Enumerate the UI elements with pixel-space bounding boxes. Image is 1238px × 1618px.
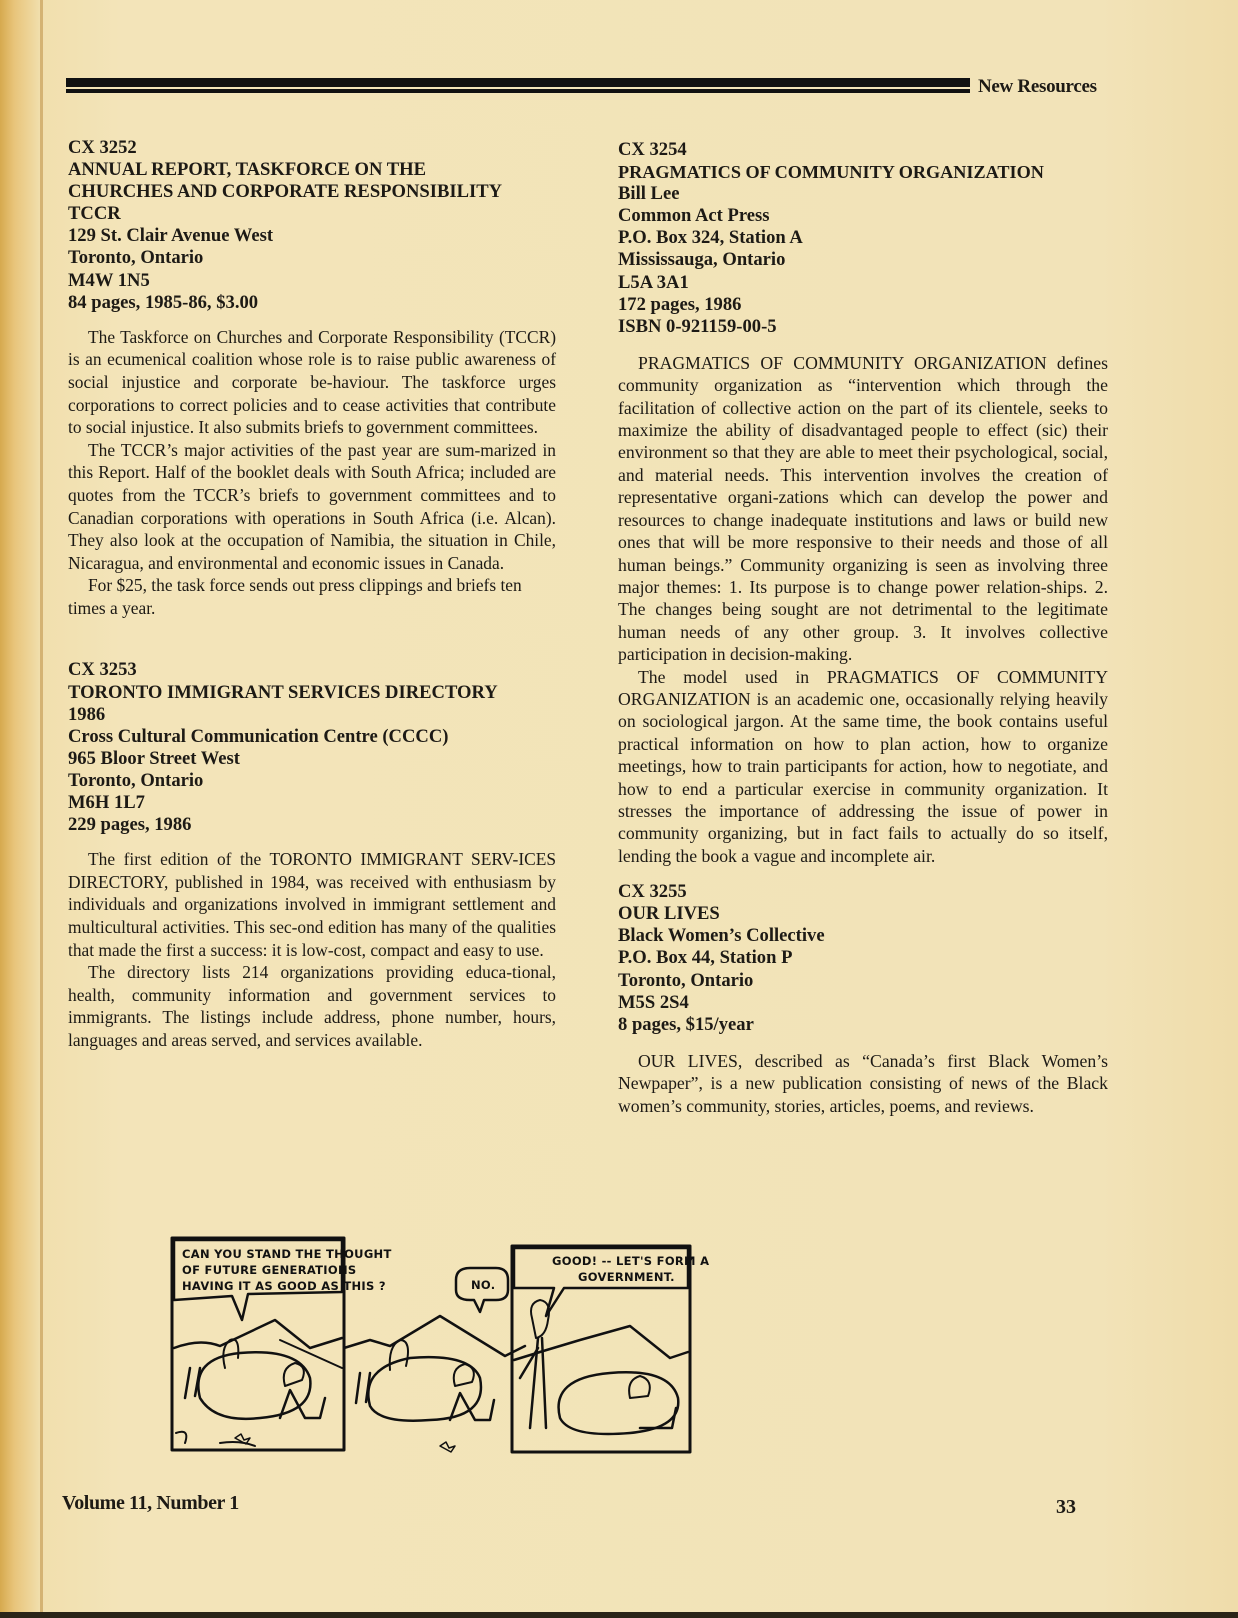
entry-heading — [68, 659, 556, 836]
left-column — [68, 137, 556, 1052]
resource-entry-cx3253 — [68, 659, 556, 1051]
bubble-1-line-1: CAN YOU STAND THE THOUGHT — [182, 1247, 392, 1261]
entry-author: Bill Lee — [618, 183, 680, 205]
section-title: New Resources — [978, 76, 1097, 97]
entry-isbn: ISBN 0-921159-00-5 — [618, 315, 777, 337]
entry-city: Toronto, Ontario — [618, 969, 754, 991]
entry-code: CX 3255 — [618, 881, 687, 903]
paragraph: The TCCR’s major activities of the past year are sum-marized in this Report. Half of the booklet deals with South Africa; included are quotes from the TCCR’s briefs to government committees and to Canadian corporations with operations in South Africa (i.e. Alcan). They also look at the occupation of Namibia, the situation in Chile, Nicaragua, and environmental and economic issues in Canada. — [68, 439, 556, 573]
header-rule-thick — [66, 78, 970, 87]
issue-info: Volume 11, Number 1 — [62, 1492, 239, 1514]
paragraph: The Taskforce on Churches and Corporate Responsibility (TCCR) is an ecumenical coalition whose role is to raise public awareness of social injustice and corporate be-haviour. The taskforce urges corporations to correct policies and to cease activities that contribute to social injustice. It also submits briefs to government committees. — [68, 326, 556, 438]
entry-postal-code: M6H 1L7 — [68, 792, 145, 814]
bubble-2-text: NO. — [471, 1278, 496, 1292]
entry-title-line: OUR LIVES — [618, 903, 720, 925]
entry-city: Toronto, Ontario — [68, 769, 204, 791]
page-spine — [40, 0, 43, 1618]
entry-publisher: Cross Cultural Communication Centre (CCCC) — [68, 725, 449, 747]
entry-publisher: Black Women’s Collective — [618, 925, 825, 947]
entry-title-line: CHURCHES AND CORPORATE RESPONSIBILITY — [68, 181, 503, 203]
entry-address: P.O. Box 44, Station P — [618, 947, 793, 969]
entry-publisher: Common Act Press — [618, 205, 770, 227]
paragraph: PRAGMATICS OF COMMUNITY ORGANIZATION defines community organization as “intervention which through the facilitation of collective action on the part of its clientele, seeks to maximize the ability of disadvantaged people to effect (sic) their environment so that they are able to meet their psychological, social, and material needs. This intervention involves the creation of representative organi-zations which can develop the power and resources to change inadequate institutions and laws or build new ones that will be more responsive to their needs and those of all human beings.” Community organizing is seen as involving three major themes: 1. Its purpose is to change power relation-ships. 2. The changes being sought are not detrimental to the legitimate human needs of any other group. 3. It involves collective participation in decision-making. — [618, 352, 1108, 665]
entry-details: 8 pages, $15/year — [618, 1013, 754, 1035]
bubble-3-line-1: GOOD! -- LET'S FORM A — [552, 1254, 710, 1268]
entry-heading — [618, 881, 1108, 1036]
entry-code: CX 3253 — [68, 659, 137, 681]
page-bottom-edge — [0, 1612, 1238, 1618]
entry-description — [618, 352, 1108, 867]
entry-address: 965 Bloor Street West — [68, 747, 240, 769]
entry-address: P.O. Box 324, Station A — [618, 227, 803, 249]
entry-title-line: TORONTO IMMIGRANT SERVICES DIRECTORY — [68, 681, 498, 703]
entry-postal-code: M4W 1N5 — [68, 269, 150, 291]
page-number: 33 — [1056, 1496, 1076, 1518]
comic-illustration — [160, 1228, 940, 1456]
entry-publisher: TCCR — [68, 203, 121, 225]
entry-postal-code: M5S 2S4 — [618, 991, 689, 1013]
entry-description — [68, 326, 556, 620]
entry-details: 229 pages, 1986 — [68, 814, 192, 836]
entry-code: CX 3254 — [618, 139, 687, 160]
paragraph: The directory lists 214 organizations providing educa-tional, health, community information and government services to immigrants. The listings include address, phone number, hours, languages and areas served, and services available. — [68, 962, 556, 1050]
bubble-3-line-2: GOVERNMENT. — [578, 1270, 675, 1284]
entry-city: Mississauga, Ontario — [618, 249, 786, 271]
entry-details: 84 pages, 1985-86, $3.00 — [68, 291, 259, 313]
paragraph: For $25, the task force sends out press clippings and briefs ten times a year. — [68, 575, 522, 618]
header-rule-thin — [66, 89, 970, 93]
resource-entry-cx3254 — [618, 139, 1108, 867]
bubble-1-line-2: OF FUTURE GENERATIONS — [182, 1263, 357, 1277]
entry-title-line: 1986 — [68, 703, 106, 725]
entry-heading — [68, 137, 556, 314]
entry-title-line: PRAGMATICS OF COMMUNITY ORGANIZATION — [618, 162, 1044, 183]
comic-strip — [160, 1228, 940, 1456]
entry-city: Toronto, Ontario — [68, 247, 204, 269]
entry-title-line: ANNUAL REPORT, TASKFORCE ON THE — [68, 159, 427, 181]
right-column — [618, 139, 1108, 1117]
entry-details: 172 pages, 1986 — [618, 293, 742, 315]
entry-description — [68, 848, 556, 1051]
paragraph: OUR LIVES, described as “Canada’s first Black Women’s Newpaper”, is a new publication consisting of news of the Black women’s community, stories, articles, poems, and reviews. — [618, 1050, 1108, 1116]
entry-description — [618, 1050, 1108, 1117]
entry-postal-code: L5A 3A1 — [618, 271, 689, 293]
entry-address: 129 St. Clair Avenue West — [68, 225, 274, 247]
entry-code: CX 3252 — [68, 137, 137, 158]
bubble-1-line-3: HAVING IT AS GOOD AS THIS ? — [182, 1279, 386, 1293]
resource-entry-cx3255 — [618, 881, 1108, 1117]
resource-entry-cx3252 — [68, 137, 556, 619]
paragraph: The first edition of the TORONTO IMMIGRANT SERV-ICES DIRECTORY, published in 1984, was received with enthusiasm by individuals and organizations involved in immigrant settlement and multicultural activities. This sec-ond edition has many of the qualities that made the first a success: it is low-cost, compact and easy to use. — [68, 849, 556, 960]
paragraph: The model used in PRAGMATICS OF COMMUNITY ORGANIZATION is an academic one, occasionally relying heavily on sociological jargon. At the same time, the book contains useful practical information on how to plan action, how to organize meetings, how to train participants for action, how to negotiate, and how to end a particular exercise in community organization. It stresses the importance of addressing the issue of power in community organizing, but in fact fails to actually do so itself, lending the book a vague and incomplete air. — [618, 666, 1108, 866]
entry-heading — [618, 139, 1108, 338]
